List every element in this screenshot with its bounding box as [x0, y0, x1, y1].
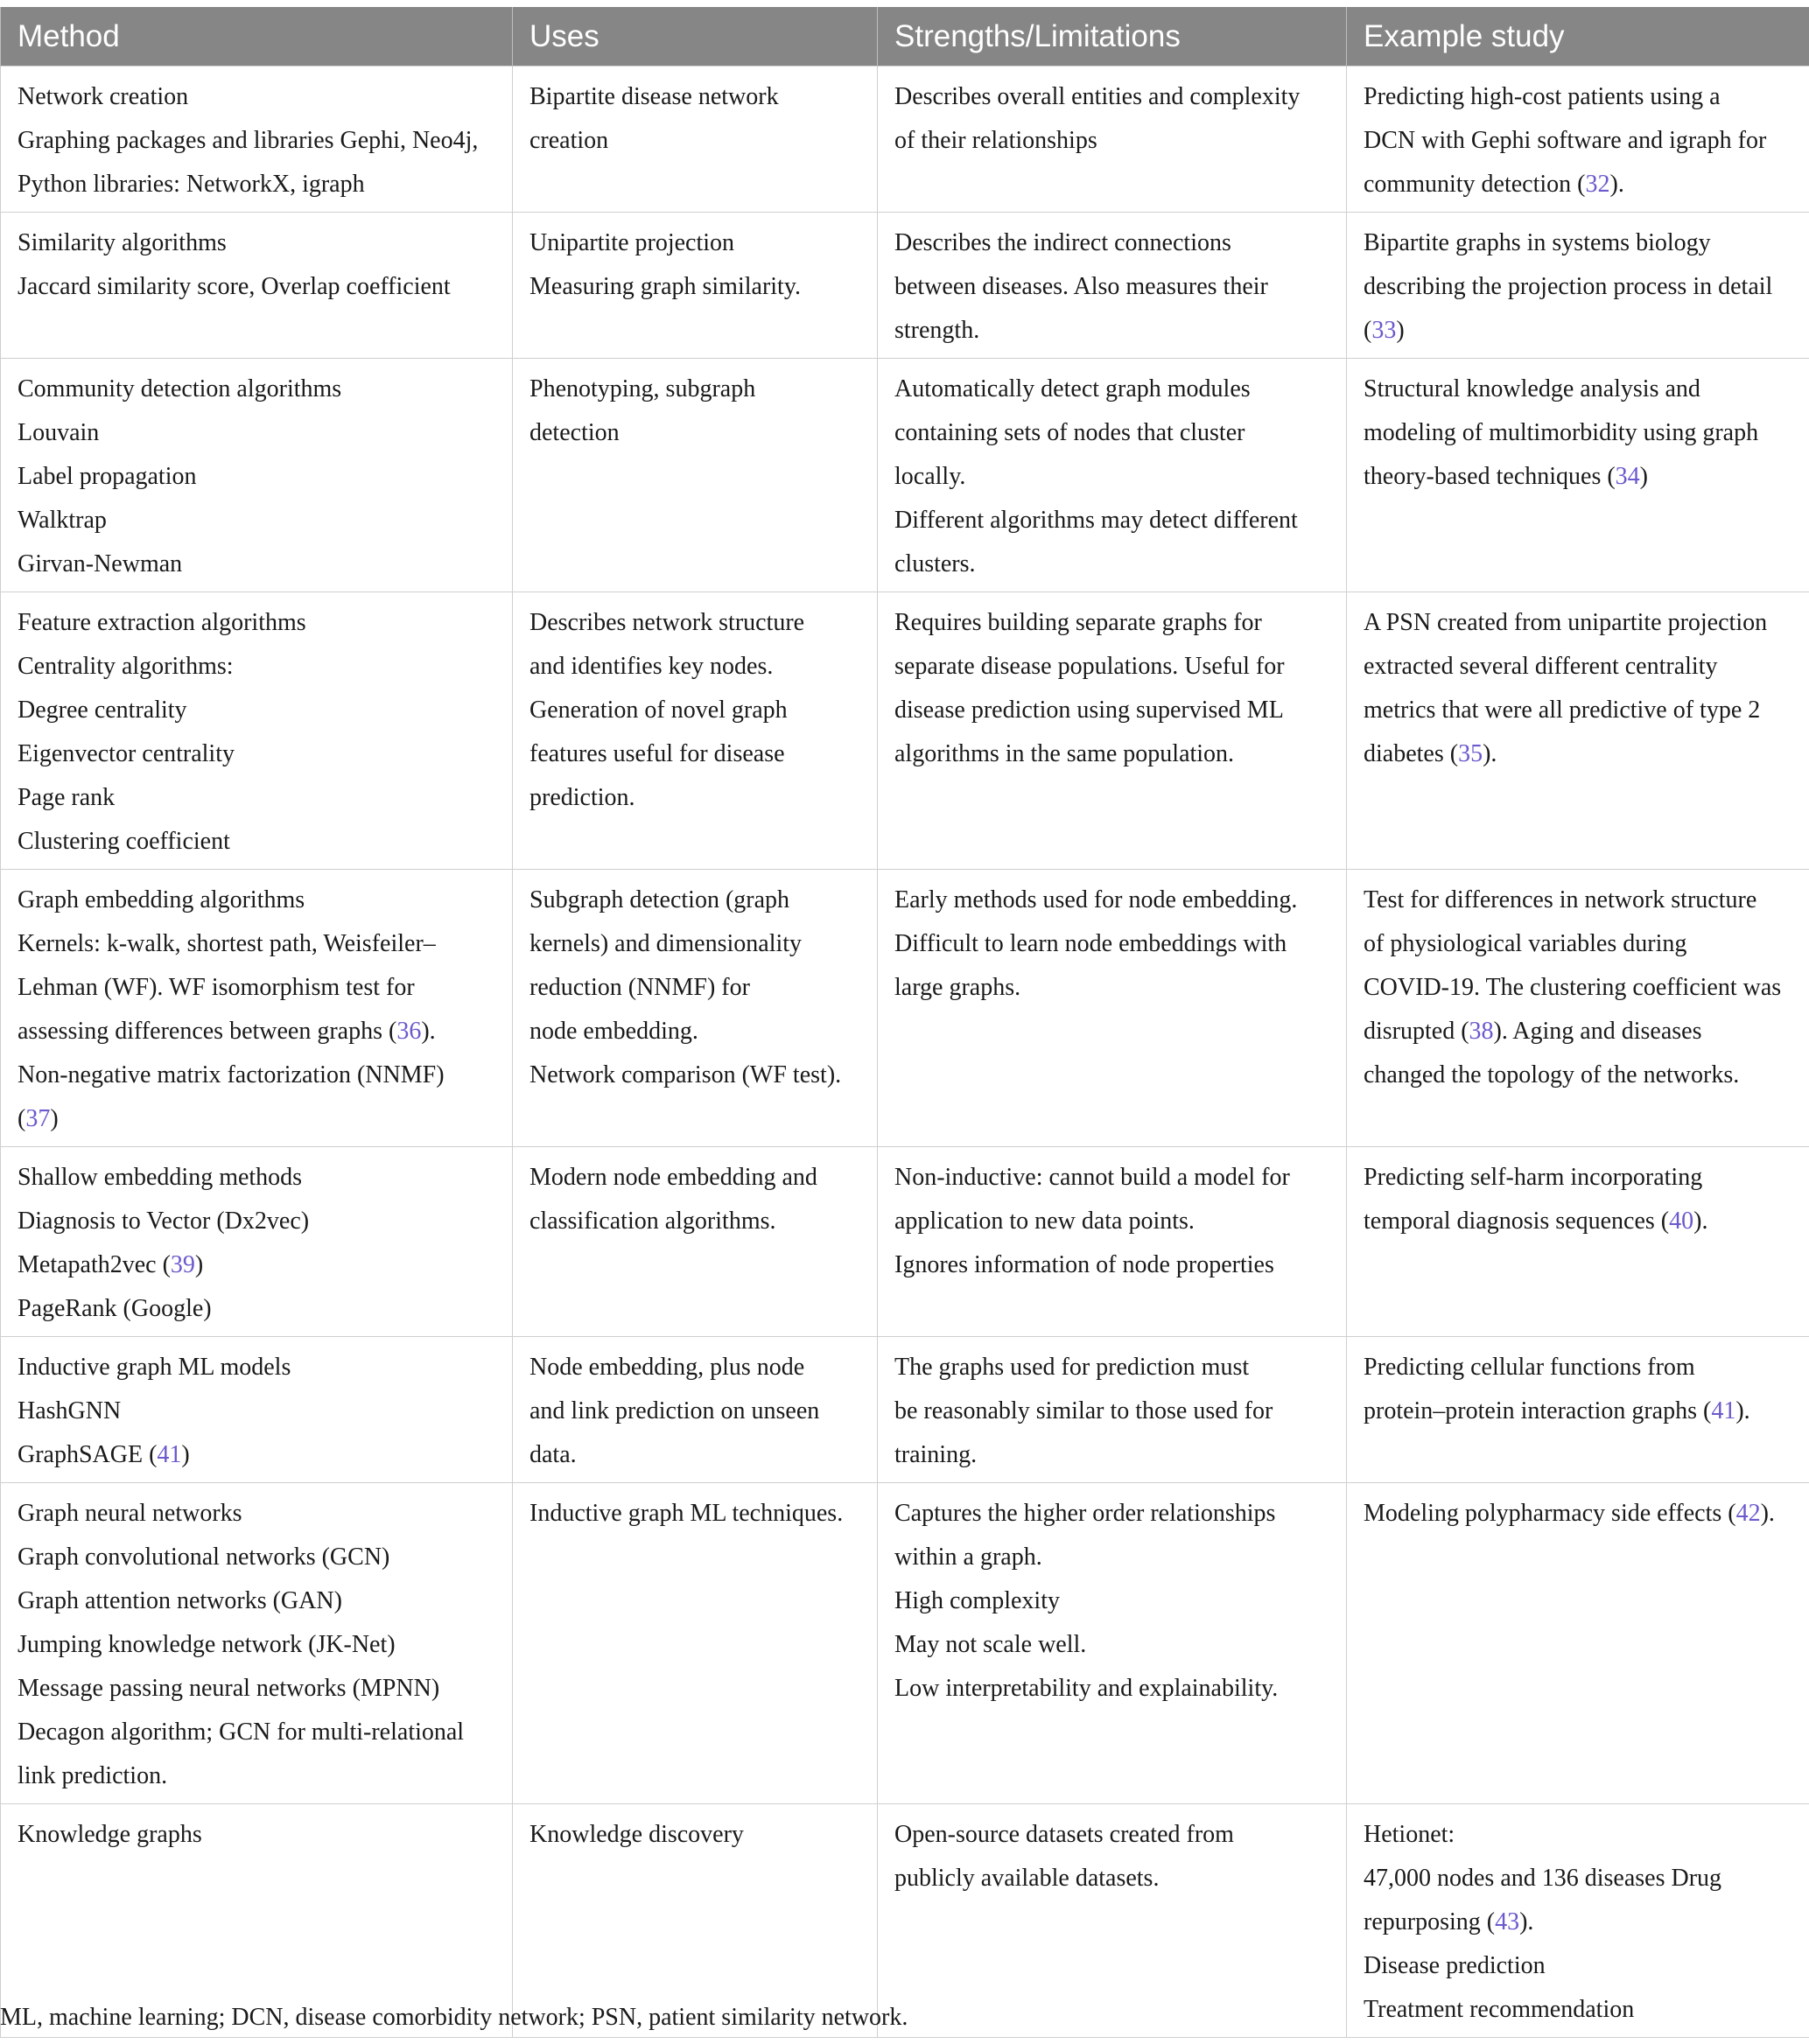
header-strengths-limitations: Strengths/Limitations — [878, 7, 1347, 66]
cell-line: Difficult to learn node embeddings with — [894, 930, 1287, 957]
cell-line: Modeling polypharmacy side effects (42). — [1364, 1500, 1775, 1527]
cell-line: Treatment recommendation — [1364, 1996, 1635, 2023]
table-row — [1, 359, 1809, 592]
cell-uses — [513, 592, 878, 870]
cell-line: clusters. — [894, 550, 976, 578]
cell-line: High complexity — [894, 1587, 1060, 1614]
cell-strengths-limitations — [878, 1337, 1347, 1483]
cell-line: COVID-19. The clustering coefficient was — [1364, 974, 1782, 1001]
cell-line: Predicting high-cost patients using a — [1364, 83, 1721, 110]
reference-link[interactable]: 39 — [170, 1251, 195, 1278]
cell-strengths-limitations — [878, 213, 1347, 359]
cell-example-study — [1347, 359, 1809, 592]
reference-link[interactable]: 35 — [1458, 740, 1483, 767]
cell-line: Metapath2vec (39) — [18, 1251, 204, 1278]
cell-line: Bipartite disease network — [529, 83, 779, 110]
cell-line: Inductive graph ML models — [18, 1354, 291, 1381]
cell-line: repurposing (43). — [1364, 1908, 1534, 1936]
cell-line: PageRank (Google) — [18, 1295, 212, 1322]
reference-link[interactable]: 33 — [1371, 317, 1397, 344]
cell-line: Describes network structure — [529, 609, 805, 636]
cell-line: Network comparison (WF test). — [529, 1061, 842, 1088]
table-row — [1, 1483, 1809, 1804]
cell-method — [1, 359, 513, 592]
cell-line: disease prediction using supervised ML — [894, 696, 1284, 724]
cell-line: Modern node embedding and — [529, 1164, 817, 1191]
reference-link[interactable]: 38 — [1469, 1018, 1494, 1045]
cell-line: describing the projection process in detail — [1364, 273, 1773, 300]
header-uses: Uses — [513, 7, 878, 66]
cell-method — [1, 1804, 513, 2038]
cell-line: Early methods used for node embedding. — [894, 886, 1298, 914]
cell-line: Test for differences in network structure — [1364, 886, 1757, 914]
cell-uses — [513, 1804, 878, 2038]
cell-line: be reasonably similar to those used for — [894, 1397, 1273, 1424]
cell-line: Graph convolutional networks (GCN) — [18, 1544, 390, 1571]
cell-line: metrics that were all predictive of type 2 — [1364, 696, 1761, 724]
header-row — [1, 7, 1809, 66]
cell-line: Low interpretability and explainability. — [894, 1675, 1279, 1702]
cell-line: DCN with Gephi software and igraph for — [1364, 127, 1767, 154]
cell-line: Knowledge graphs — [18, 1821, 202, 1848]
cell-example-study — [1347, 66, 1809, 213]
table-body — [1, 66, 1809, 2038]
cell-line: Graphing packages and libraries Gephi, Neo4j, — [18, 127, 479, 154]
cell-line: Different algorithms may detect different — [894, 507, 1298, 534]
cell-line: Phenotyping, subgraph — [529, 375, 756, 402]
cell-strengths-limitations — [878, 592, 1347, 870]
cell-line: Label propagation — [18, 463, 197, 490]
table-header — [1, 7, 1809, 66]
cell-line: separate disease populations. Useful for — [894, 653, 1285, 680]
reference-link[interactable]: 40 — [1669, 1208, 1694, 1235]
cell-line: protein–protein interaction graphs (41). — [1364, 1397, 1750, 1424]
table-row — [1, 1337, 1809, 1483]
cell-line: Feature extraction algorithms — [18, 609, 306, 636]
cell-line: between diseases. Also measures their — [894, 273, 1268, 300]
cell-line: Python libraries: NetworkX, igraph — [18, 171, 365, 198]
reference-link[interactable]: 32 — [1585, 171, 1610, 198]
cell-example-study — [1347, 1337, 1809, 1483]
cell-line: Jaccard similarity score, Overlap coefficient — [18, 273, 451, 300]
cell-method — [1, 870, 513, 1147]
cell-line: Graph neural networks — [18, 1500, 242, 1527]
cell-line: strength. — [894, 317, 980, 344]
cell-uses — [513, 213, 878, 359]
cell-example-study — [1347, 870, 1809, 1147]
header-method: Method — [1, 7, 513, 66]
cell-line: Open-source datasets created from — [894, 1821, 1234, 1848]
cell-line: Predicting self-harm incorporating — [1364, 1164, 1703, 1191]
cell-line: (37) — [18, 1105, 59, 1132]
cell-line: Graph embedding algorithms — [18, 886, 305, 914]
cell-uses — [513, 1147, 878, 1337]
cell-line: assessing differences between graphs (36). — [18, 1018, 436, 1045]
cell-method — [1, 1337, 513, 1483]
cell-line: extracted several different centrality — [1364, 653, 1718, 680]
cell-line: Node embedding, plus node — [529, 1354, 805, 1381]
cell-line: of their relationships — [894, 127, 1097, 154]
cell-line: Structural knowledge analysis and — [1364, 375, 1700, 402]
cell-line: and link prediction on unseen — [529, 1397, 820, 1424]
cell-line: Graph attention networks (GAN) — [18, 1587, 342, 1614]
cell-method — [1, 1147, 513, 1337]
cell-uses — [513, 359, 878, 592]
methods-table — [0, 7, 1809, 2038]
cell-method — [1, 1483, 513, 1804]
reference-link[interactable]: 41 — [157, 1441, 182, 1468]
cell-line: A PSN created from unipartite projection — [1364, 609, 1768, 636]
cell-line: Eigenvector centrality — [18, 740, 235, 767]
cell-line: Network creation — [18, 83, 189, 110]
cell-example-study — [1347, 592, 1809, 870]
cell-line: of physiological variables during — [1364, 930, 1687, 957]
cell-line: features useful for disease — [529, 740, 785, 767]
cell-strengths-limitations — [878, 1483, 1347, 1804]
cell-line: node embedding. — [529, 1018, 698, 1045]
cell-line: Predicting cellular functions from — [1364, 1354, 1695, 1381]
table-footnote: ML, machine learning; DCN, disease comorbidity network; PSN, patient similarity network. — [0, 2004, 908, 2031]
cell-line: community detection (32). — [1364, 171, 1624, 198]
cell-line: and identifies key nodes. — [529, 653, 774, 680]
cell-line: Diagnosis to Vector (Dx2vec) — [18, 1208, 310, 1235]
cell-line: 47,000 nodes and 136 diseases Drug — [1364, 1865, 1722, 1892]
cell-example-study — [1347, 213, 1809, 359]
cell-line: Non-inductive: cannot build a model for — [894, 1164, 1290, 1191]
cell-uses — [513, 1337, 878, 1483]
cell-line: Knowledge discovery — [529, 1821, 744, 1848]
cell-line: containing sets of nodes that cluster — [894, 419, 1245, 446]
cell-line: within a graph. — [894, 1544, 1042, 1571]
cell-example-study — [1347, 1147, 1809, 1337]
cell-line: algorithms in the same population. — [894, 740, 1235, 767]
cell-line: temporal diagnosis sequences (40). — [1364, 1208, 1708, 1235]
cell-line: Centrality algorithms: — [18, 653, 234, 680]
cell-uses — [513, 66, 878, 213]
cell-line: modeling of multimorbidity using graph — [1364, 419, 1759, 446]
table-row — [1, 870, 1809, 1147]
cell-example-study — [1347, 1483, 1809, 1804]
cell-line: Hetionet: — [1364, 1821, 1455, 1848]
cell-line: changed the topology of the networks. — [1364, 1061, 1740, 1088]
cell-line: Describes the indirect connections — [894, 229, 1231, 256]
cell-line: publicly available datasets. — [894, 1865, 1160, 1892]
cell-line: Subgraph detection (graph — [529, 886, 790, 914]
reference-link[interactable]: 42 — [1735, 1500, 1761, 1527]
cell-example-study — [1347, 1804, 1809, 2038]
cell-strengths-limitations — [878, 66, 1347, 213]
cell-line: Girvan-Newman — [18, 550, 183, 578]
cell-line: Disease prediction — [1364, 1952, 1546, 1979]
cell-method — [1, 66, 513, 213]
cell-line: locally. — [894, 463, 966, 490]
table-row — [1, 213, 1809, 359]
cell-line: Describes overall entities and complexity — [894, 83, 1301, 110]
cell-line: large graphs. — [894, 974, 1021, 1001]
cell-line: Degree centrality — [18, 696, 187, 724]
cell-line: Page rank — [18, 784, 116, 811]
cell-line: Kernels: k-walk, shortest path, Weisfeiler– — [18, 930, 436, 957]
table-row — [1, 592, 1809, 870]
cell-line: Message passing neural networks (MPNN) — [18, 1675, 440, 1702]
cell-line: detection — [529, 419, 620, 446]
cell-line: disrupted (38). Aging and diseases — [1364, 1018, 1702, 1045]
cell-line: Bipartite graphs in systems biology — [1364, 229, 1711, 256]
cell-line: Requires building separate graphs for — [894, 609, 1262, 636]
cell-line: Measuring graph similarity. — [529, 273, 802, 300]
cell-line: Decagon algorithm; GCN for multi-relational — [18, 1718, 465, 1746]
cell-strengths-limitations — [878, 1147, 1347, 1337]
cell-line: theory-based techniques (34) — [1364, 463, 1648, 490]
cell-line: data. — [529, 1441, 577, 1468]
cell-line: kernels) and dimensionality — [529, 930, 803, 957]
cell-line: Similarity algorithms — [18, 229, 227, 256]
cell-line: Louvain — [18, 419, 100, 446]
cell-strengths-limitations — [878, 359, 1347, 592]
header-example-study: Example study — [1347, 7, 1809, 66]
cell-line: Unipartite projection — [529, 229, 735, 256]
cell-line: training. — [894, 1441, 978, 1468]
table-row — [1, 1804, 1809, 2038]
reference-link[interactable]: 41 — [1711, 1397, 1736, 1424]
cell-line: Inductive graph ML techniques. — [529, 1500, 844, 1527]
cell-line: Ignores information of node properties — [894, 1251, 1274, 1278]
cell-line: GraphSAGE (41) — [18, 1441, 190, 1468]
reference-link[interactable]: 36 — [396, 1018, 422, 1045]
cell-line: link prediction. — [18, 1762, 168, 1789]
cell-line: Generation of novel graph — [529, 696, 788, 724]
reference-link[interactable]: 43 — [1495, 1908, 1520, 1936]
cell-line: prediction. — [529, 784, 635, 811]
cell-strengths-limitations — [878, 870, 1347, 1147]
cell-line: Lehman (WF). WF isomorphism test for — [18, 974, 415, 1001]
cell-line: The graphs used for prediction must — [894, 1354, 1250, 1381]
cell-line: Jumping knowledge network (JK-Net) — [18, 1631, 396, 1658]
cell-line: Community detection algorithms — [18, 375, 342, 402]
cell-method — [1, 592, 513, 870]
cell-line: application to new data points. — [894, 1208, 1195, 1235]
reference-link[interactable]: 34 — [1615, 463, 1640, 490]
cell-line: Clustering coefficient — [18, 828, 230, 855]
reference-link[interactable]: 37 — [25, 1105, 51, 1132]
cell-line: reduction (NNMF) for — [529, 974, 750, 1001]
cell-method — [1, 213, 513, 359]
cell-strengths-limitations — [878, 1804, 1347, 2038]
cell-line: creation — [529, 127, 609, 154]
cell-line: (33) — [1364, 317, 1405, 344]
cell-line: Walktrap — [18, 507, 107, 534]
cell-line: classification algorithms. — [529, 1208, 776, 1235]
cell-line: Automatically detect graph modules — [894, 375, 1251, 402]
cell-line: Captures the higher order relationships — [894, 1500, 1276, 1527]
cell-uses — [513, 870, 878, 1147]
cell-uses — [513, 1483, 878, 1804]
cell-line: May not scale well. — [894, 1631, 1087, 1658]
cell-line: diabetes (35). — [1364, 740, 1497, 767]
table-row — [1, 1147, 1809, 1337]
cell-line: Non-negative matrix factorization (NNMF) — [18, 1061, 445, 1088]
cell-line: HashGNN — [18, 1397, 122, 1424]
cell-line: Shallow embedding methods — [18, 1164, 303, 1191]
table-row — [1, 66, 1809, 213]
